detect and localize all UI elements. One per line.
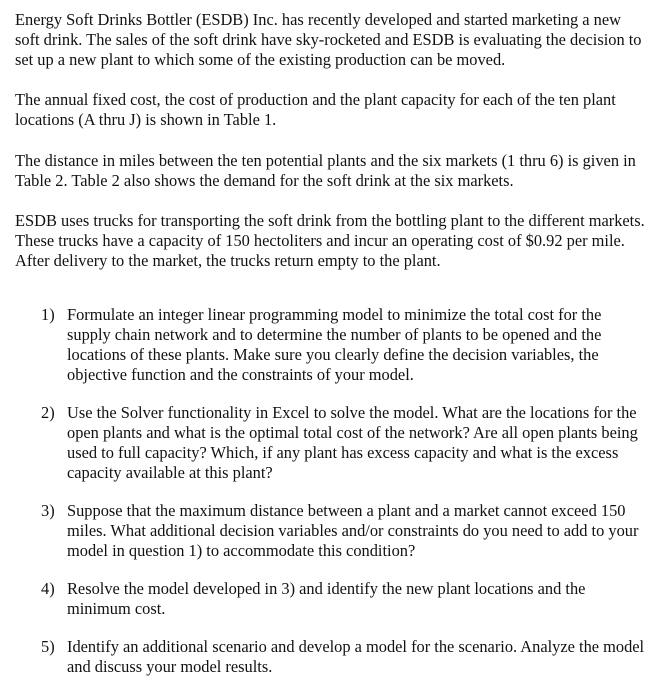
question-item-4 xyxy=(15,579,645,619)
intro-paragraph-1: Energy Soft Drinks Bottler (ESDB) Inc. has recently developed and started marketing a new soft drink. The sales of the soft drink have sky-rocketed and ESDB is evaluating the decision to set up a new plant to which some of the existing production can be moved. xyxy=(15,10,642,69)
document-page xyxy=(15,10,645,677)
question-number: 1) xyxy=(41,305,55,324)
question-item-5 xyxy=(15,637,645,677)
question-number: 2) xyxy=(41,403,55,422)
intro-paragraph-4: ESDB uses trucks for transporting the soft drink from the bottling plant to the different markets. These trucks have a capacity of 150 hectoliters and incur an operating cost of $0.92 per mile. After delivery to the market, the trucks return empty to the plant. xyxy=(15,211,645,270)
question-text: Resolve the model developed in 3) and identify the new plant locations and the minimum cost. xyxy=(67,579,586,618)
question-number: 3) xyxy=(41,501,55,520)
question-text: Identify an additional scenario and develop a model for the scenario. Analyze the model and discuss your model results. xyxy=(67,637,645,676)
question-item-3 xyxy=(15,501,645,561)
question-text: Use the Solver functionality in Excel to solve the model. What are the locations for the open plants and what is the optimal total cost of the network? Are all open plants being used to full capacity? Which, if any plant has excess capacity and what is the excess capacity available at this plant? xyxy=(67,403,638,482)
intro-paragraph-3: The distance in miles between the ten potential plants and the six markets (1 thru 6) is given in Table 2. Table 2 also shows the demand for the soft drink at the six markets. xyxy=(15,151,636,190)
question-number: 5) xyxy=(41,637,55,656)
question-text: Formulate an integer linear programming model to minimize the total cost for the supply chain network and to determine the number of plants to be opened and the locations of these plants. Make sure you clearly define the decision variables, the objective function and the constraints of your model. xyxy=(67,305,602,384)
question-number: 4) xyxy=(41,579,55,598)
question-item-2 xyxy=(15,403,645,483)
question-list xyxy=(15,305,645,677)
question-text: Suppose that the maximum distance between a plant and a market cannot exceed 150 miles. What additional decision variables and/or constraints do you need to add to your model in question 1) to accommodate this condition? xyxy=(67,501,639,560)
question-item-1 xyxy=(15,305,645,385)
intro-paragraph-2: The annual fixed cost, the cost of production and the plant capacity for each of the ten plant locations (A thru J) is shown in Table 1. xyxy=(15,90,616,129)
